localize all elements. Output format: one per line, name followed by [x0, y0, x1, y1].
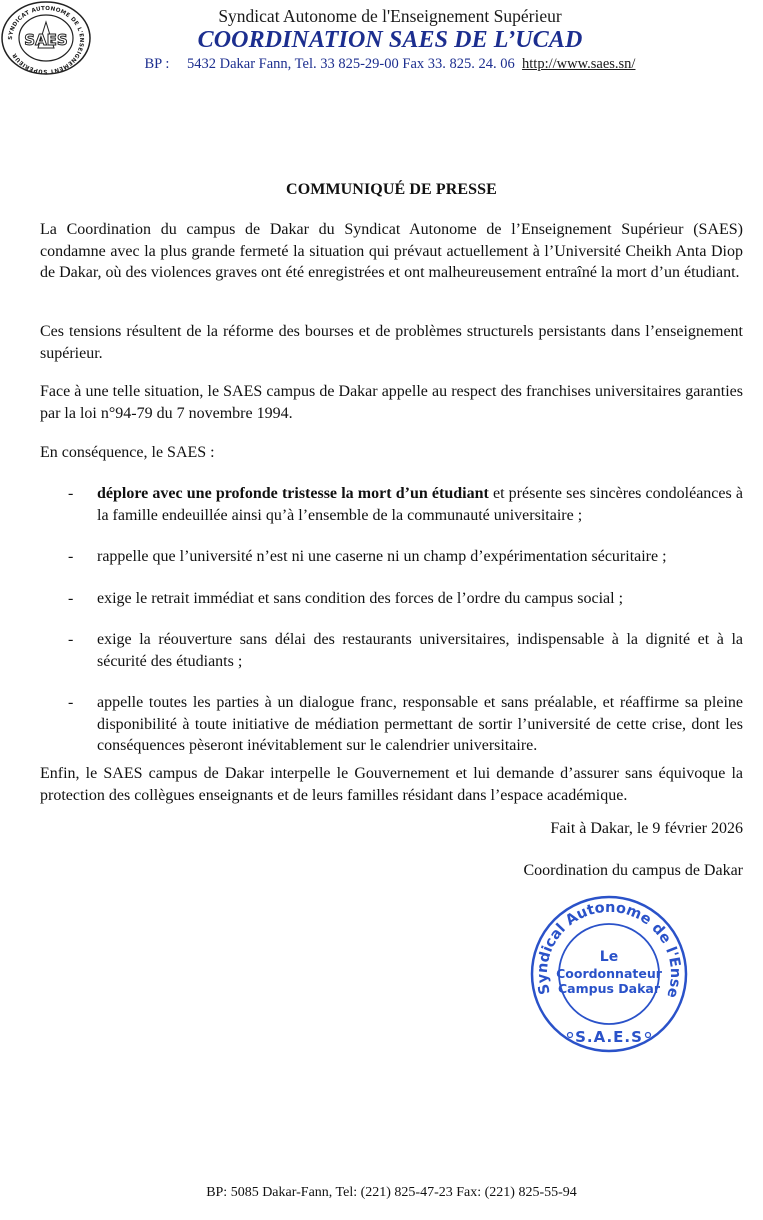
paragraph-intro: La Coordination du campus de Dakar du Syndicat Autonome de l’Enseignement Supérieur (SAES) condamne avec la plus grande fermeté la situation qui prévaut actuellement à l’Université Cheikh Anta Diop de Dakar, où des violences graves ont été enregistrées et ont malheureusement entraîné la mort d’un étudiant. [40, 221, 743, 281]
list-dash: - [68, 694, 74, 711]
paragraph-consequence: En conséquence, le SAES : [40, 444, 215, 461]
list-item-text: exige la réouverture sans délai des restaurants universitaires, indispensable à la dignité et à la sécurité des étudiants ; [97, 631, 743, 670]
list-dash: - [68, 589, 74, 607]
list-item-bold: déplore avec une profonde tristesse la mort d’un étudiant [97, 485, 489, 502]
list-item [40, 692, 743, 757]
list-item-text: et présente ses sincères condoléances à la famille endeuillée ainsi qu’à l’ensemble de la communauté universitaire ; [97, 485, 744, 524]
official-stamp [528, 893, 690, 1055]
list-dash: - [68, 548, 74, 565]
stamp-ring-text: Syndical Autonome de l'Ense [534, 899, 684, 1000]
contact-details: 5432 Dakar Fann, Tel. 33 825-29-00 Fax 33. 825. 24. 06 [187, 56, 515, 72]
paragraph-closing: Enfin, le SAES campus de Dakar interpelle le Gouvernement et lui demande d’assurer sans équivoque la protection des collègues enseignants et de leurs familles résidant dans l’espace académique. [40, 765, 743, 804]
list-item [40, 546, 743, 568]
stamp-line3: Campus Dakar [558, 981, 660, 996]
list-item [40, 629, 743, 672]
list-item [40, 483, 743, 526]
list-item-text: exige le retrait immédiat et sans condition des forces de l’ordre du campus social ; [97, 589, 624, 607]
demands-list [40, 483, 743, 757]
signoff: Coordination du campus de Dakar [523, 862, 743, 879]
svg-text:SYNDICAT AUTONOME DE L'ENSEIGN: SYNDICAT AUTONOME DE L'ENSEIGNEMENT SUPERIEUR [7, 5, 85, 75]
website-link[interactable]: http://www.saes.sn/ [522, 56, 636, 72]
logo-text: SAES [24, 31, 68, 49]
list-dash: - [68, 485, 74, 502]
list-item-text: appelle toutes les parties à un dialogue franc, responsable et sans préalable, et réaffirme sa pleine disponibilité à toute initiative de médiation permettant de sortir l’université de cette crise, dont les conséquences pèseront inévitablement sur le calendrier universitaire. [97, 694, 743, 754]
letterhead [100, 6, 680, 73]
paragraph-franchises: Face à une telle situation, le SAES campus de Dakar appelle au respect des franchises universitaires garanties par la loi n°94-79 du 7 novembre 1994. [40, 383, 743, 422]
saes-logo [0, 0, 92, 76]
date-line: Fait à Dakar, le 9 février 2026 [550, 820, 743, 837]
contact-bp-label: BP : [144, 56, 170, 72]
stamp-line1: Le [599, 949, 619, 965]
letterhead-contact [100, 55, 680, 73]
list-item-text: rappelle que l’université n’est ni une caserne ni un champ d’expérimentation sécuritaire ; [97, 548, 667, 565]
document-title: COMMUNIQUÉ DE PRESSE [286, 181, 497, 198]
stamp-line2: Coordonnateur [556, 966, 662, 981]
coordination-title: COORDINATION SAES DE L’UCAD [197, 27, 583, 53]
org-name: Syndicat Autonome de l'Enseignement Supérieur [218, 6, 562, 26]
paragraph-tensions: Ces tensions résultent de la réforme des bourses et de problèmes structurels persistants dans l’enseignement supérieur. [40, 323, 743, 362]
list-dash: - [68, 631, 74, 648]
saes-logo-icon [0, 0, 92, 76]
stamp-icon [528, 893, 690, 1055]
footer-contact: BP: 5085 Dakar-Fann, Tel: (221) 825-47-23 Fax: (221) 825-55-94 [206, 1185, 577, 1200]
stamp-bottom: S.A.E.S [575, 1028, 643, 1046]
list-item [40, 588, 743, 610]
